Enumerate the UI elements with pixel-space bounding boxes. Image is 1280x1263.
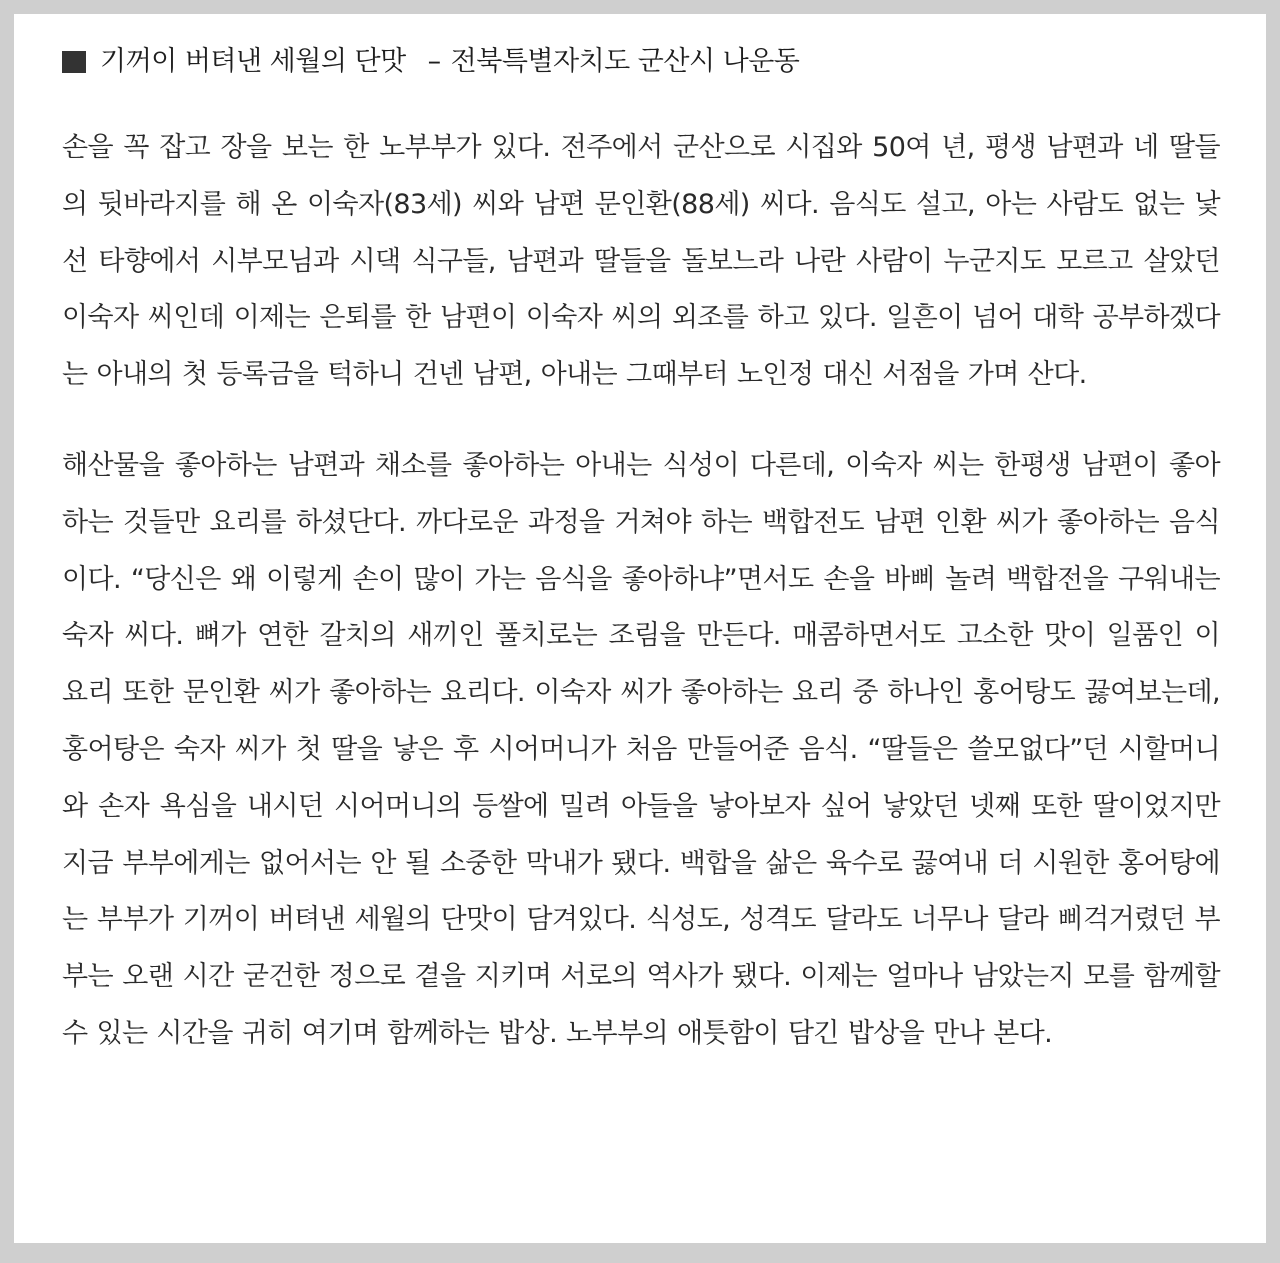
title-location: 전북특별자치도 군산시 나운동 [450,46,800,77]
square-bullet-icon [62,51,86,73]
title-main: 기꺼이 버텨낸 세월의 단맛 [100,46,406,77]
article-card [14,14,1266,1243]
article-paragraph-2: 해산물을 좋아하는 남편과 채소를 좋아하는 아내는 식성이 다른데, 이숙자 씨는 한평생 남편이 좋아하는 것들만 요리를 하셨단다. 까다로운 과정을 거쳐야 하는 백합전도 남편 인환 씨가 좋아하는 음식이다. “당신은 왜 이렇게 손이 많이 가는 음식을 좋아하냐”면서도 손을 바삐 놀려 백합전을 구워내는 숙자 씨다. 뼈가 연한 갈치의 새끼인 풀치로는 조림을 만든다. 매콤하면서도 고소한 맛이 일품인 이 요리 또한 문인환 씨가 좋아하는 요리다. 이숙자 씨가 좋아하는 요리 중 하나인 홍어탕도 끓여보는데, 홍어탕은 숙자 씨가 첫 딸을 낳은 후 시어머니가 처음 만들어준 음식. “딸들은 쓸모없다”던 시할머니와 손자 욕심을 내시던 시어머니의 등쌀에 밀려 아들을 낳아보자 싶어 낳았던 넷째 또한 딸이었지만 지금 부부에게는 없어서는 안 될 소중한 막내가 됐다. 백합을 삶은 육수로 끓여내 더 시원한 홍어탕에는 부부가 기꺼이 버텨낸 세월의 단맛이 담겨있다. 식성도, 성격도 달라도 너무나 달라 삐걱거렸던 부부는 오랜 시간 굳건한 정으로 곁을 지키며 서로의 역사가 됐다. 이제는 얼마나 남았는지 모를 함께할 수 있는 시간을 귀히 여기며 함께하는 밥상. 노부부의 애틋함이 담긴 밥상을 만나 본다. [62,449,1220,1049]
title-separator: – [427,46,441,77]
article-paragraph-1: 손을 꼭 잡고 장을 보는 한 노부부가 있다. 전주에서 군산으로 시집와 50여 년, 평생 남편과 네 딸들의 뒷바라지를 해 온 이숙자(83세) 씨와 남편 문인환(88세) 씨다. 음식도 설고, 아는 사람도 없는 낯선 타향에서 시부모님과 시댁 식구들, 남편과 딸들을 돌보느라 나란 사람이 누군지도 모르고 살았던 이숙자 씨인데 이제는 은퇴를 한 남편이 이숙자 씨의 외조를 하고 있다. 일흔이 넘어 대학 공부하겠다는 아내의 첫 등록금을 턱하니 건넨 남편, 아내는 그때부터 노인정 대신 서점을 가며 산다. [62,132,1220,391]
article-title [62,42,1220,82]
